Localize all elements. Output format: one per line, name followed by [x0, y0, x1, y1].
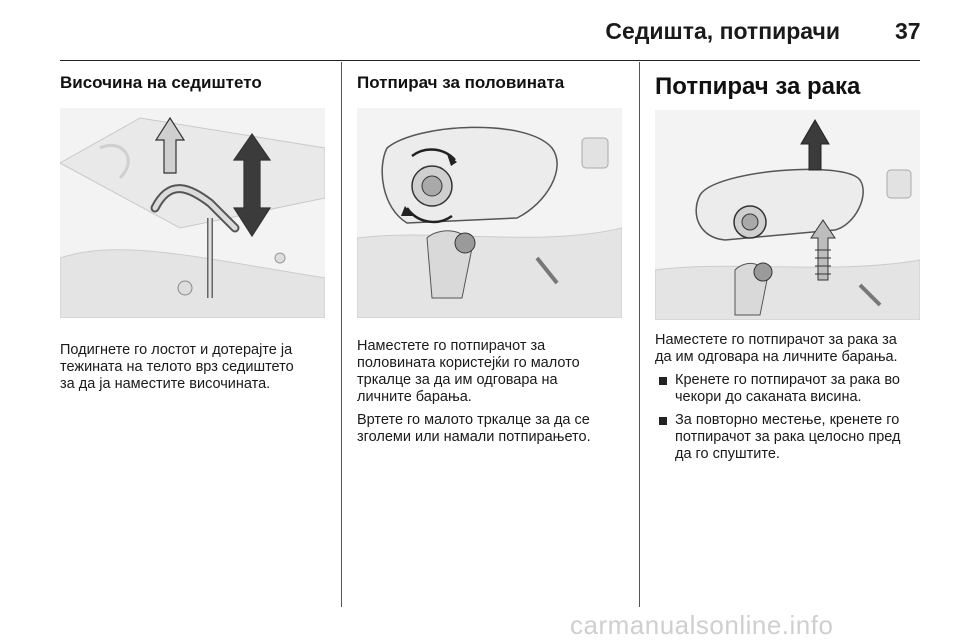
- bullet-line: За повторно местење, кренете го: [675, 412, 900, 428]
- bullet-line: да го спуштите.: [675, 446, 780, 462]
- section-heading: Височина на седиштето: [60, 73, 262, 92]
- seat-height-illustration: [60, 108, 325, 318]
- section-armrest: [655, 72, 923, 463]
- page-title: Седишта, потпирачи: [605, 18, 840, 44]
- paragraph-line: тркалце за да им одговара на: [357, 372, 558, 388]
- paragraph-line: зголеми или намали потпирањето.: [357, 429, 591, 445]
- watermark: carmanualsonline.info: [570, 610, 834, 640]
- section-heading: Потпирач за рака: [655, 73, 861, 100]
- column-divider: [639, 62, 640, 607]
- paragraph-line: тежината на телото врз седиштето: [60, 359, 294, 375]
- section-seat-height: [60, 72, 330, 393]
- bullet-item: [655, 412, 923, 463]
- paragraph-line: да им одговара на личните барања.: [655, 349, 898, 365]
- section-lumbar-support: [357, 72, 625, 446]
- column-divider: [341, 62, 342, 607]
- paragraph-line: за да ја наместите височината.: [60, 376, 271, 392]
- paragraph-line: Подигнете го лостот и дотерајте ја: [60, 342, 293, 358]
- armrest-illustration: [655, 110, 920, 320]
- paragraph-line: Вртете го малото тркалце за да се: [357, 412, 590, 428]
- bullet-line: чекори до саканата висина.: [675, 389, 862, 405]
- page-number: 37: [895, 18, 921, 44]
- paragraph-line: половината користејќи го малото: [357, 355, 580, 371]
- bullet-square-icon: [659, 417, 667, 425]
- bullet-line: потпирачот за рака целосно пред: [675, 429, 901, 445]
- header-divider: [60, 60, 920, 61]
- lumbar-support-illustration: [357, 108, 622, 318]
- bullet-item: [655, 372, 923, 406]
- bullet-line: Кренете го потпирачот за рака во: [675, 372, 900, 388]
- bullet-square-icon: [659, 377, 667, 385]
- paragraph-line: Наместете го потпирачот за рака за: [655, 332, 897, 348]
- section-heading: Потпирач за половината: [357, 73, 565, 92]
- paragraph-line: личните барања.: [357, 389, 472, 405]
- paragraph-line: Наместете го потпирачот за: [357, 338, 546, 354]
